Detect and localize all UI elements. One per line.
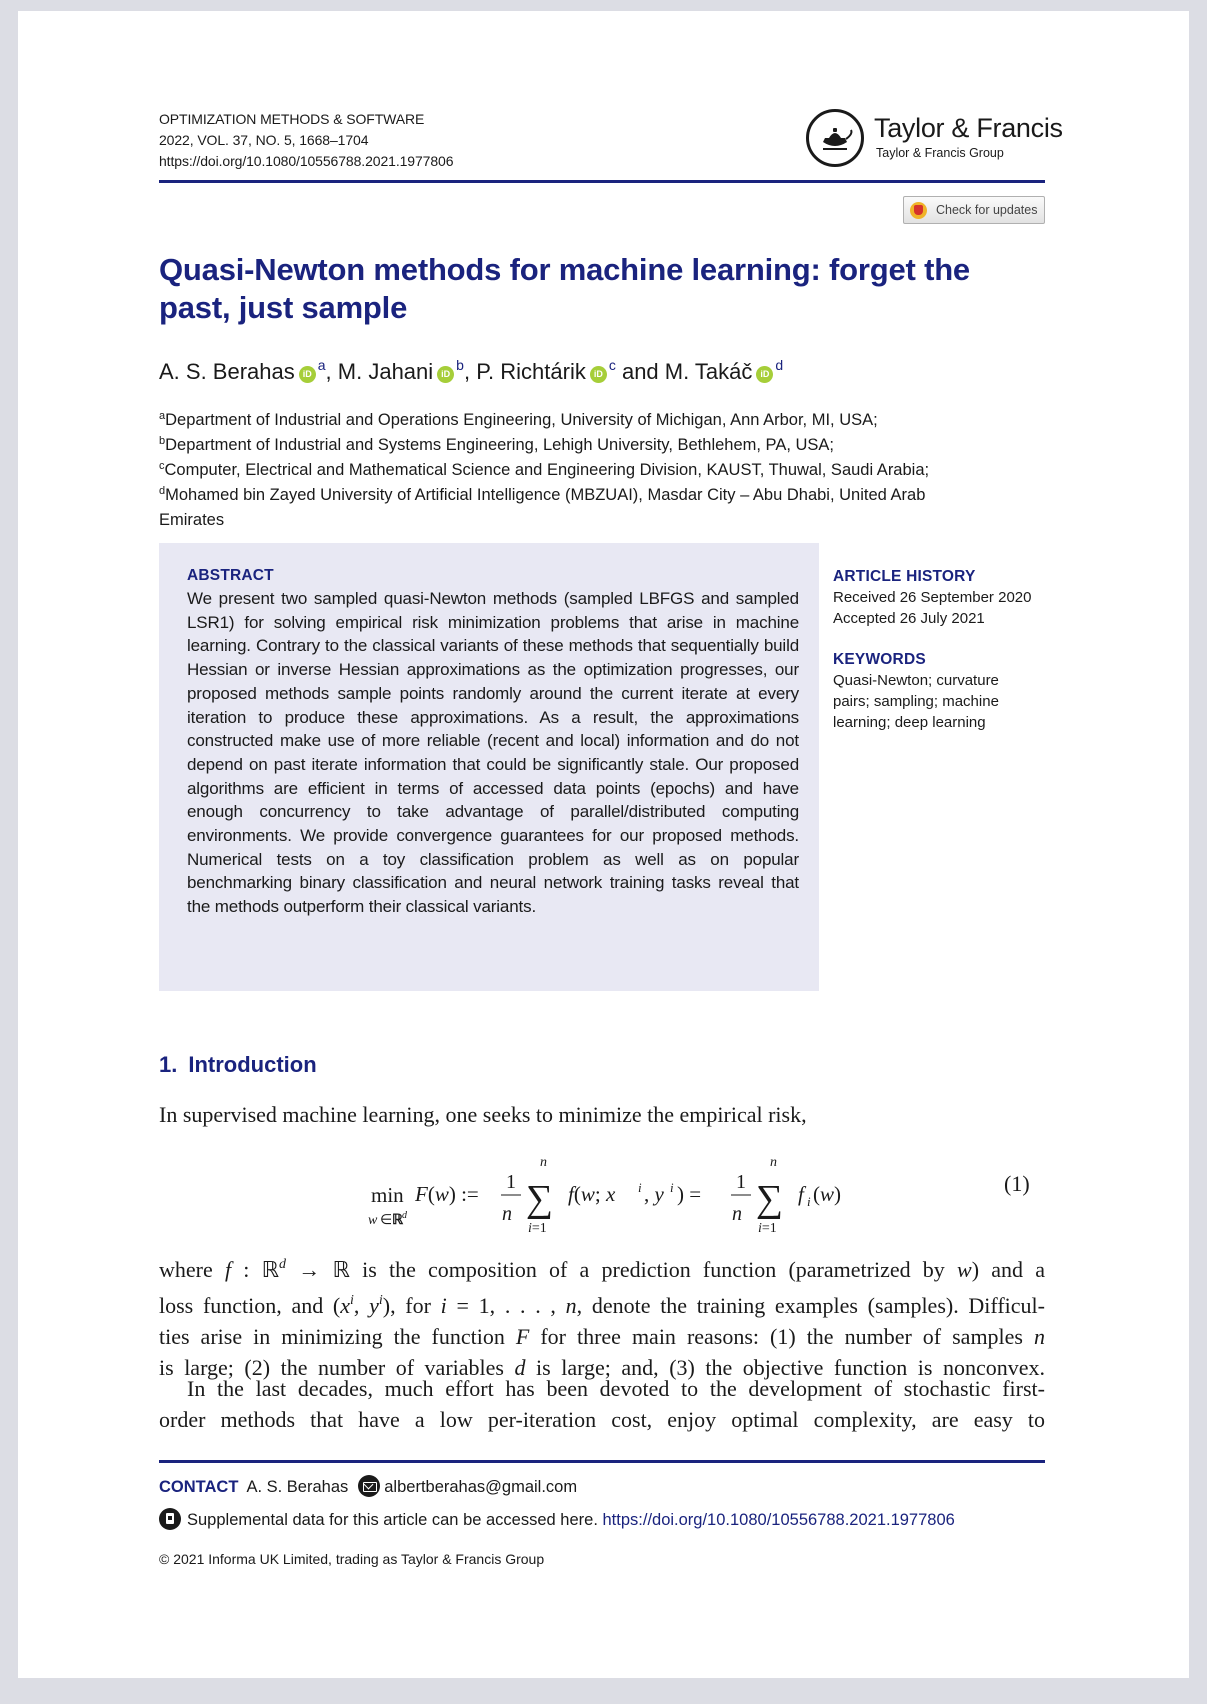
supplemental-line: [159, 1508, 955, 1530]
affiliation-text: Computer, Electrical and Mathematical Science and Engineering Division, KAUST, Thuwal, Saudi Arabia;: [164, 461, 930, 479]
teapot-logo-icon: [806, 109, 864, 167]
keywords-line: learning; deep learning: [833, 714, 986, 731]
author-list: [159, 357, 783, 385]
author-separator: ,: [325, 359, 338, 384]
text-line: In the last decades, much effort has been devoted to the development of stochastic first-: [187, 1376, 1045, 1401]
affiliation-text: Department of Industrial and Operations Engineering, University of Michigan, Ann Arbor, MI, USA;: [165, 411, 878, 429]
section-title: Introduction: [188, 1052, 317, 1077]
equation-1: [368, 1154, 868, 1234]
author-separator: and: [615, 359, 665, 384]
affiliation-key: c: [159, 460, 165, 472]
author-affiliation-key: b: [456, 357, 464, 373]
svg-text:f(w; x: f(w; x: [568, 1182, 616, 1206]
affiliation-key: b: [159, 435, 166, 447]
affiliation-text: Department of Industrial and Systems Engineering, Lehigh University, Bethlehem, PA, USA;: [165, 436, 835, 454]
svg-text:min: min: [371, 1183, 404, 1207]
orcid-icon[interactable]: iD: [437, 366, 454, 383]
svg-text:, y: , y: [644, 1182, 664, 1206]
text-line: ties arise in minimizing the function F for three main reasons: (1) the number of samples n: [159, 1324, 1045, 1349]
svg-text:n: n: [732, 1203, 742, 1225]
footer-rule: [159, 1460, 1045, 1463]
affiliation-key: d: [159, 485, 166, 497]
orcid-icon[interactable]: iD: [590, 366, 607, 383]
orcid-icon[interactable]: iD: [756, 366, 773, 383]
svg-text:n: n: [502, 1203, 512, 1225]
author-affiliation-key: d: [775, 357, 784, 373]
crossmark-icon: [910, 202, 927, 219]
journal-doi-link[interactable]: https://doi.org/10.1080/10556788.2021.1977806: [159, 153, 454, 169]
svg-text:ℝ: ℝ: [392, 1213, 404, 1228]
contact-label: CONTACT: [159, 1478, 239, 1496]
svg-text:i=1: i=1: [528, 1221, 547, 1234]
svg-text:i: i: [638, 1180, 642, 1195]
svg-text:F(w) :=: F(w) :=: [415, 1182, 479, 1206]
svg-text:1: 1: [736, 1171, 746, 1193]
accepted-date: Accepted 26 July 2021: [833, 610, 985, 627]
orcid-icon[interactable]: iD: [299, 366, 316, 383]
contact-line: [159, 1475, 577, 1497]
abstract-text: We present two sampled quasi-Newton methods (sampled LBFGS and sampled LSR1) for solving empirical risk minimization problems that arise in machine learning. Contrary to the classical variants of these methods that sequentially build Hessian or inverse Hessian approximations as the optimization progresses, our proposed methods sample points randomly around the current iterate at every iteration to produce these approximations. As a result, the approximations constructed make use of more reliable (recent and local) information and do not depend on past iterate information that could be significantly stale. Our proposed algorithms are efficient in terms of accessed data points (epochs) and have enough concurrency to take advantage of parallel/distributed computing environments. We provide convergence guarantees for our proposed methods. Numerical tests on a toy classification problem as well as on popular benchmarking binary classification and neural network training tasks reveal that the methods outperform their classical variants.: [187, 589, 799, 917]
keywords-heading: KEYWORDS: [833, 651, 926, 668]
author-name[interactable]: M. Jahani: [337, 359, 434, 384]
header-rule: [159, 180, 1045, 183]
equation-number: (1): [1004, 1171, 1030, 1196]
svg-text:∑: ∑: [526, 1178, 554, 1220]
journal-name: OPTIMIZATION METHODS & SOFTWARE: [159, 111, 425, 127]
check-for-updates-label: Check for updates: [936, 203, 1038, 217]
affiliations: [159, 408, 1049, 533]
copyright-notice: © 2021 Informa UK Limited, trading as Taylor & Francis Group: [159, 1551, 545, 1567]
author-separator: ,: [463, 359, 477, 384]
keywords-line: Quasi-Newton; curvature: [833, 672, 999, 689]
svg-text:f: f: [798, 1182, 804, 1206]
journal-info: [159, 109, 453, 172]
affiliation-text: Mohamed bin Zayed University of Artificial Intelligence (MBZUAI), Masdar City – Abu Dhabi, United Arab: [165, 486, 926, 504]
received-date: Received 26 September 2020: [833, 589, 1032, 606]
email-icon: [358, 1475, 380, 1497]
svg-text:i: i: [807, 1194, 811, 1209]
author-affiliation-key: c: [608, 357, 616, 373]
article-page: [18, 11, 1189, 1678]
article-title: Quasi-Newton methods for machine learning: forget the past, just sample: [159, 252, 970, 325]
publisher-group: Taylor & Francis Group: [876, 146, 1004, 160]
intro-paragraph-1: In supervised machine learning, one seeks to minimize the empirical risk,: [159, 1102, 807, 1127]
svg-text:∑: ∑: [756, 1178, 784, 1220]
svg-text:i=1: i=1: [758, 1221, 777, 1234]
affiliation: [159, 433, 1049, 458]
section-number: 1.: [159, 1052, 178, 1077]
supplemental-text: Supplemental data for this article can be accessed here.: [187, 1511, 598, 1529]
affiliation: [159, 483, 1049, 508]
publisher-logo[interactable]: [806, 109, 1076, 171]
svg-text:) =: ) =: [677, 1182, 702, 1206]
abstract-heading: ABSTRACT: [187, 567, 274, 584]
svg-text:n: n: [770, 1155, 777, 1170]
check-for-updates-button[interactable]: [903, 196, 1045, 224]
affiliation-continued: Emirates: [159, 511, 225, 529]
section-heading: [159, 1052, 317, 1078]
svg-text:w: w: [368, 1213, 378, 1228]
publisher-name: Taylor & Francis: [874, 113, 1063, 143]
text-line: order methods that have a low per-iteration cost, enjoy optimal complexity, are easy to: [159, 1407, 1045, 1432]
author-name[interactable]: P. Richtárik: [476, 359, 586, 384]
author-name[interactable]: M. Takáč: [664, 359, 753, 384]
article-history-heading: ARTICLE HISTORY: [833, 568, 976, 585]
article-metadata: [833, 567, 1048, 733]
text-line: where f : ℝ$^d$ → ℝ is the composition of a prediction function (parametrized by w) and a: [159, 1257, 1045, 1282]
journal-volume: 2022, VOL. 37, NO. 5, 1668–1704: [159, 132, 369, 148]
spacer: [833, 629, 1048, 650]
affiliation: [159, 458, 1049, 483]
svg-text:1: 1: [506, 1171, 516, 1193]
svg-text:∈: ∈: [380, 1213, 393, 1228]
abstract-box: [159, 543, 819, 991]
author-name[interactable]: A. S. Berahas: [159, 359, 295, 384]
author-affiliation-key: a: [317, 357, 326, 373]
supplemental-link[interactable]: https://doi.org/10.1080/10556788.2021.1977806: [602, 1511, 955, 1529]
text-line: is large; (2) the number of variables d is large; and, (3) the objective function is nonconvex.: [159, 1355, 1045, 1380]
text-line: loss function, and ($x^i$, $y^i$), for i = 1, . . . , n, denote the training examples (samples). Difficul-: [159, 1293, 1045, 1318]
svg-text:d: d: [402, 1210, 407, 1221]
svg-text:(w): (w): [813, 1182, 842, 1206]
supplemental-data-icon: [159, 1508, 181, 1530]
contact-name: A. S. Berahas: [246, 1478, 349, 1496]
svg-text:n: n: [540, 1155, 547, 1170]
svg-text:i: i: [670, 1180, 674, 1195]
affiliation: [159, 408, 1049, 433]
intro-paragraph-3: [159, 1373, 1045, 1435]
affiliation-key: a: [159, 410, 166, 422]
intro-paragraph-2: [159, 1249, 1045, 1383]
contact-email-link[interactable]: albertberahas@gmail.com: [384, 1478, 578, 1496]
keywords-line: pairs; sampling; machine: [833, 693, 999, 710]
